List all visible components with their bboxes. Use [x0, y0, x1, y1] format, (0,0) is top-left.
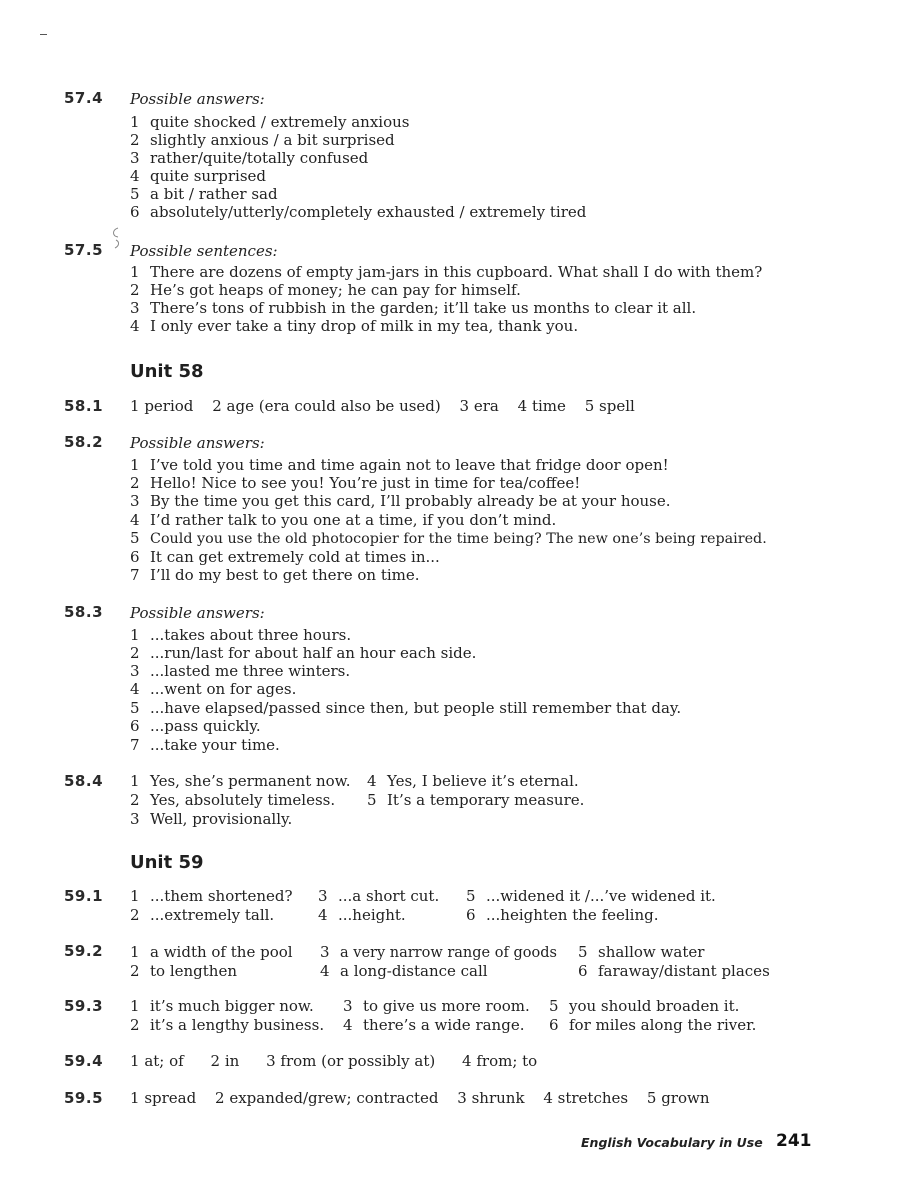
answer-item: 6 ...pass quickly. [130, 717, 261, 735]
exercise-number-59-2: 59.2 [64, 942, 104, 960]
answer-item: 3 rather/quite/totally confused [130, 149, 369, 167]
exercise-number-59-5: 59.5 [64, 1089, 104, 1107]
answer-item: 6 for miles along the river. [549, 1016, 757, 1034]
answer-item: 7 I’ll do my best to get there on time. [130, 566, 420, 584]
answer-item: 7 ...take your time. [130, 736, 280, 754]
exercise-number-58-4: 58.4 [64, 772, 104, 790]
answer-item: 4 I only ever take a tiny drop of milk in my tea, thank you. [130, 317, 579, 335]
answer-item: 5 Could you use the old photocopier for the time being? The new one’s being repaired. [130, 529, 767, 547]
exercise-number-57-5: 57.5 [64, 241, 104, 259]
answer-item: 2 Hello! Nice to see you! You’re just in time for tea/coffee! [130, 474, 581, 492]
answer-item: 1 Yes, she’s permanent now. [130, 772, 351, 790]
exercise-number-58-1: 58.1 [64, 397, 104, 415]
exercise-lead-58-3: Possible answers: [130, 604, 265, 622]
answer-item: 5 It’s a temporary measure. [367, 791, 585, 809]
answer-item: 4 there’s a wide range. [343, 1016, 525, 1034]
exercise-number-58-2: 58.2 [64, 433, 104, 451]
answer-item: 2 He’s got heaps of money; he can pay for himself. [130, 281, 521, 299]
inline-answers-59-5: 1 spread 2 expanded/grew; contracted 3 shrunk 4 stretches 5 grown [130, 1089, 710, 1107]
answer-item: 6 faraway/distant places [578, 962, 770, 980]
answer-item: 6 It can get extremely cold at times in... [130, 548, 440, 566]
answer-item: 4 ...height. [318, 906, 406, 924]
answer-item: 4 Yes, I believe it’s eternal. [367, 772, 579, 790]
answer-item: 1 a width of the pool [130, 943, 293, 961]
inline-answers-59-4: 1 at; of 2 in 3 from (or possibly at) 4 from; to [130, 1052, 538, 1070]
margin-mark [40, 34, 47, 35]
exercise-lead-57-5: Possible sentences: [130, 242, 278, 260]
answer-item: 6 absolutely/utterly/completely exhausted / extremely tired [130, 203, 587, 221]
answer-item: 5 ...widened it /...’ve widened it. [466, 887, 716, 905]
answer-item: 2 ...run/last for about half an hour each side. [130, 644, 477, 662]
answer-item: 3 ...a short cut. [318, 887, 440, 905]
unit-heading-59: Unit 59 [130, 852, 204, 873]
answer-item: 2 slightly anxious / a bit surprised [130, 131, 395, 149]
answer-item: 4 I’d rather talk to you one at a time, if you don’t mind. [130, 511, 557, 529]
answer-item: 4 quite surprised [130, 167, 267, 185]
answer-item: 2 to lengthen [130, 962, 237, 980]
answer-item: 5 ...have elapsed/passed since then, but people still remember that day. [130, 699, 682, 717]
exercise-number-59-4: 59.4 [64, 1052, 104, 1070]
answer-item: 2 Yes, absolutely timeless. [130, 791, 336, 809]
answer-item: 2 ...extremely tall. [130, 906, 275, 924]
answer-item: 5 you should broaden it. [549, 997, 740, 1015]
answer-item: 2 it’s a lengthy business. [130, 1016, 325, 1034]
exercise-number-59-1: 59.1 [64, 887, 104, 905]
answer-item: 3 By the time you get this card, I’ll probably already be at your house. [130, 492, 671, 510]
answer-item: 1 quite shocked / extremely anxious [130, 113, 410, 131]
exercise-lead-57-4: Possible answers: [130, 90, 265, 108]
book-title: English Vocabulary in Use [581, 1135, 763, 1150]
answer-item: 1 it’s much bigger now. [130, 997, 314, 1015]
answer-item: 4 a long-distance call [320, 962, 488, 980]
exercise-number-57-4: 57.4 [64, 89, 104, 107]
answer-item: 5 a bit / rather sad [130, 185, 278, 203]
answer-item: 3 There’s tons of rubbish in the garden; it’ll take us months to clear it all. [130, 299, 697, 317]
inline-answers-58-1: 1 period 2 age (era could also be used) 3 era 4 time 5 spell [130, 397, 635, 415]
answer-item: 1 ...takes about three hours. [130, 626, 352, 644]
page-number: 241 [776, 1131, 812, 1151]
answer-item: 3 ...lasted me three winters. [130, 662, 351, 680]
answer-item: 6 ...heighten the feeling. [466, 906, 659, 924]
answer-item: 5 shallow water [578, 943, 705, 961]
answer-item: 1 There are dozens of empty jam-jars in this cupboard. What shall I do with them? [130, 263, 763, 281]
exercise-number-58-3: 58.3 [64, 603, 104, 621]
answer-item: 1 I’ve told you time and time again not to leave that fridge door open! [130, 456, 669, 474]
exercise-lead-58-2: Possible answers: [130, 434, 265, 452]
answer-item: 4 ...went on for ages. [130, 680, 297, 698]
answer-item: 3 to give us more room. [343, 997, 530, 1015]
answer-item: 3 a very narrow range of goods [320, 943, 557, 961]
answer-item: 3 Well, provisionally. [130, 810, 293, 828]
answer-item: 1 ...them shortened? [130, 887, 293, 905]
unit-heading-58: Unit 58 [130, 361, 204, 382]
exercise-number-59-3: 59.3 [64, 997, 104, 1015]
